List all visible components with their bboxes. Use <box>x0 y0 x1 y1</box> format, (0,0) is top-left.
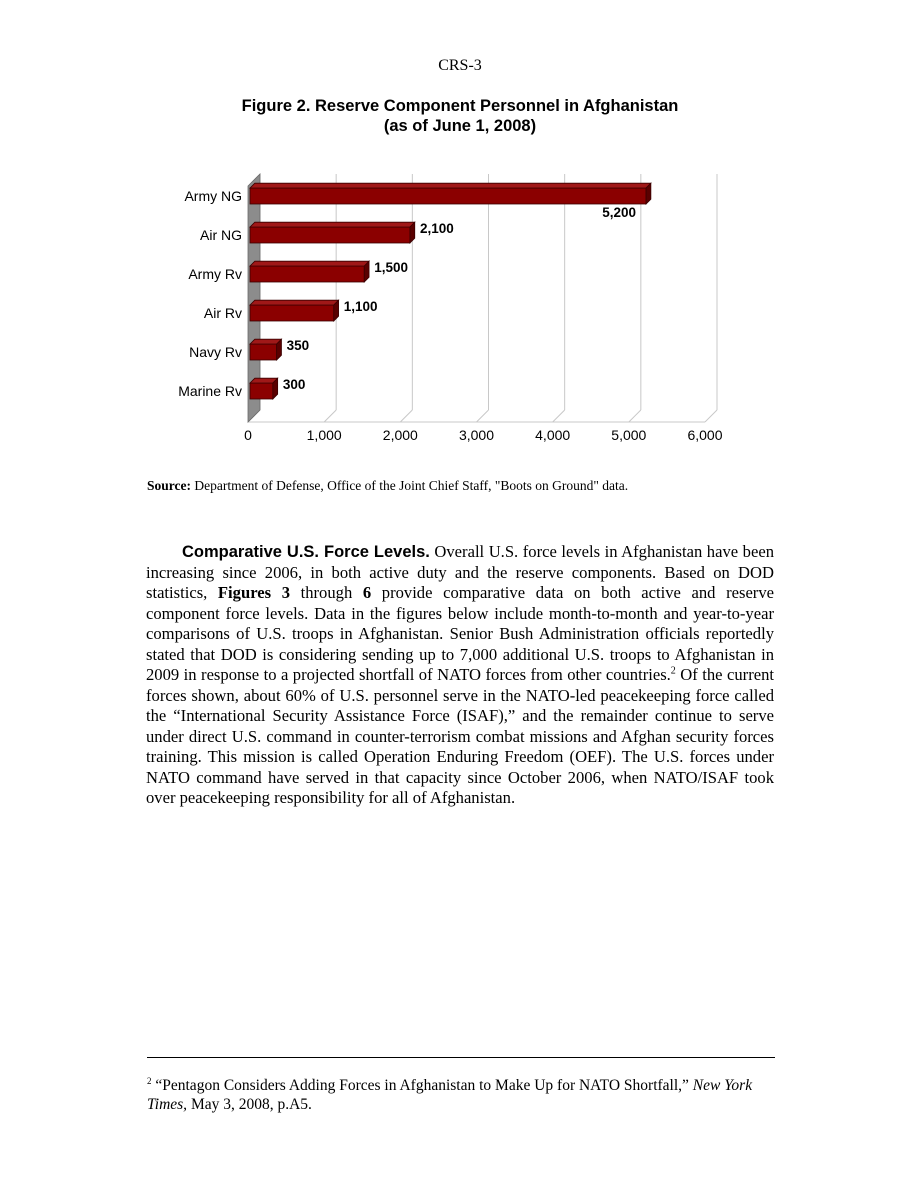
category-label: Army Rv <box>188 266 242 282</box>
body-text-2: through <box>290 583 363 602</box>
figure-source <box>147 478 777 494</box>
value-label: 2,100 <box>419 221 454 236</box>
floor-line <box>400 410 412 422</box>
floor-line <box>553 410 565 422</box>
body-text-1: Overall U.S. force levels in Afghanistan have been increasing since 2006, in both active duty and the reserve components. Based on DOD statistics, <box>146 542 774 602</box>
category-label: Navy Rv <box>189 344 242 360</box>
bar-top <box>250 261 369 266</box>
figure-title-line1: Figure 2. Reserve Component Personnel in Afghanistan <box>241 97 679 115</box>
page-header: CRS-3 <box>438 57 482 74</box>
category-label: Army NG <box>184 188 242 204</box>
body-paragraph <box>146 542 774 809</box>
bar <box>250 266 364 282</box>
x-tick-label: 5,000 <box>611 427 647 443</box>
footnote-number: 2 <box>147 1075 152 1086</box>
footnote-divider <box>147 1057 775 1058</box>
source-label: Source: <box>147 478 191 493</box>
bar <box>250 383 273 399</box>
source-text: Department of Defense, Office of the Joint Chief Staff, "Boots on Ground" data. <box>191 478 629 493</box>
value-label: 350 <box>286 338 310 353</box>
bar <box>250 305 334 321</box>
body-text-4: Of the current forces shown, about 60% of U.S. personnel serve in the NATO-led peacekeeping force called the “International Security Assistance Force (ISAF),” and the remainder continue to serve under direct U.S. command in counter-terrorism combat missions and Afghan security forces training. This mission is called Operation Enduring Freedom (OEF). The U.S. forces under NATO command have served in that capacity since October 2006, when NATO/ISAF took over peacekeeping responsibility for all of Afghanistan. <box>146 665 774 807</box>
footnote-rest: May 3, 2008, p.A5. <box>187 1096 312 1113</box>
category-label: Air Rv <box>203 305 242 321</box>
footnote-ref: 2 <box>670 665 676 677</box>
bar-top <box>250 183 651 188</box>
value-label: 1,100 <box>343 299 378 314</box>
category-label: Marine Rv <box>178 383 242 399</box>
floor-line <box>324 410 336 422</box>
bar-chart <box>150 160 750 460</box>
x-tick-label: 4,000 <box>535 427 571 443</box>
value-label: 300 <box>282 377 306 392</box>
figure-title-line2: (as of June 1, 2008) <box>383 117 537 135</box>
x-tick-label: 1,000 <box>306 427 342 443</box>
body-text-3: provide comparative data on both active and reserve component force levels. Data in the figures below include month-to-month and year-to-year comparisons of U.S. troops in Afghanistan. Senior Bush Administration officials reportedly stated that DOD is considering sending up to 7,000 additional U.S. troops to Afghanistan in 2009 in response to a projected shortfall of NATO forces from other countries. <box>146 583 774 684</box>
bar <box>250 344 277 360</box>
bar <box>250 188 646 204</box>
footnote-source: New York Times, <box>147 1077 753 1113</box>
x-tick-label: 0 <box>244 427 252 443</box>
category-label: Air NG <box>200 227 242 243</box>
x-tick-label: 3,000 <box>458 427 495 443</box>
bar-top <box>250 300 339 305</box>
x-tick-label: 2,000 <box>382 427 418 443</box>
value-label: 5,200 <box>602 205 637 220</box>
figure-ref-6: 6 <box>362 583 372 602</box>
value-label: 1,500 <box>374 260 409 275</box>
floor-line <box>477 410 489 422</box>
bar-top <box>250 339 281 344</box>
section-lead: Comparative U.S. Force Levels. <box>182 543 430 561</box>
chart-grid <box>248 174 717 422</box>
footnote <box>147 1076 775 1114</box>
footnote-text: “Pentagon Considers Adding Forces in Afghanistan to Make Up for NATO Shortfall,” <box>151 1077 693 1094</box>
figure-title <box>0 96 920 136</box>
bar <box>250 227 410 243</box>
bar-top <box>250 222 415 227</box>
floor-line <box>629 410 641 422</box>
floor-line <box>705 410 717 422</box>
figure-ref-3: Figures 3 <box>217 583 290 602</box>
x-tick-label: 6,000 <box>687 427 723 443</box>
